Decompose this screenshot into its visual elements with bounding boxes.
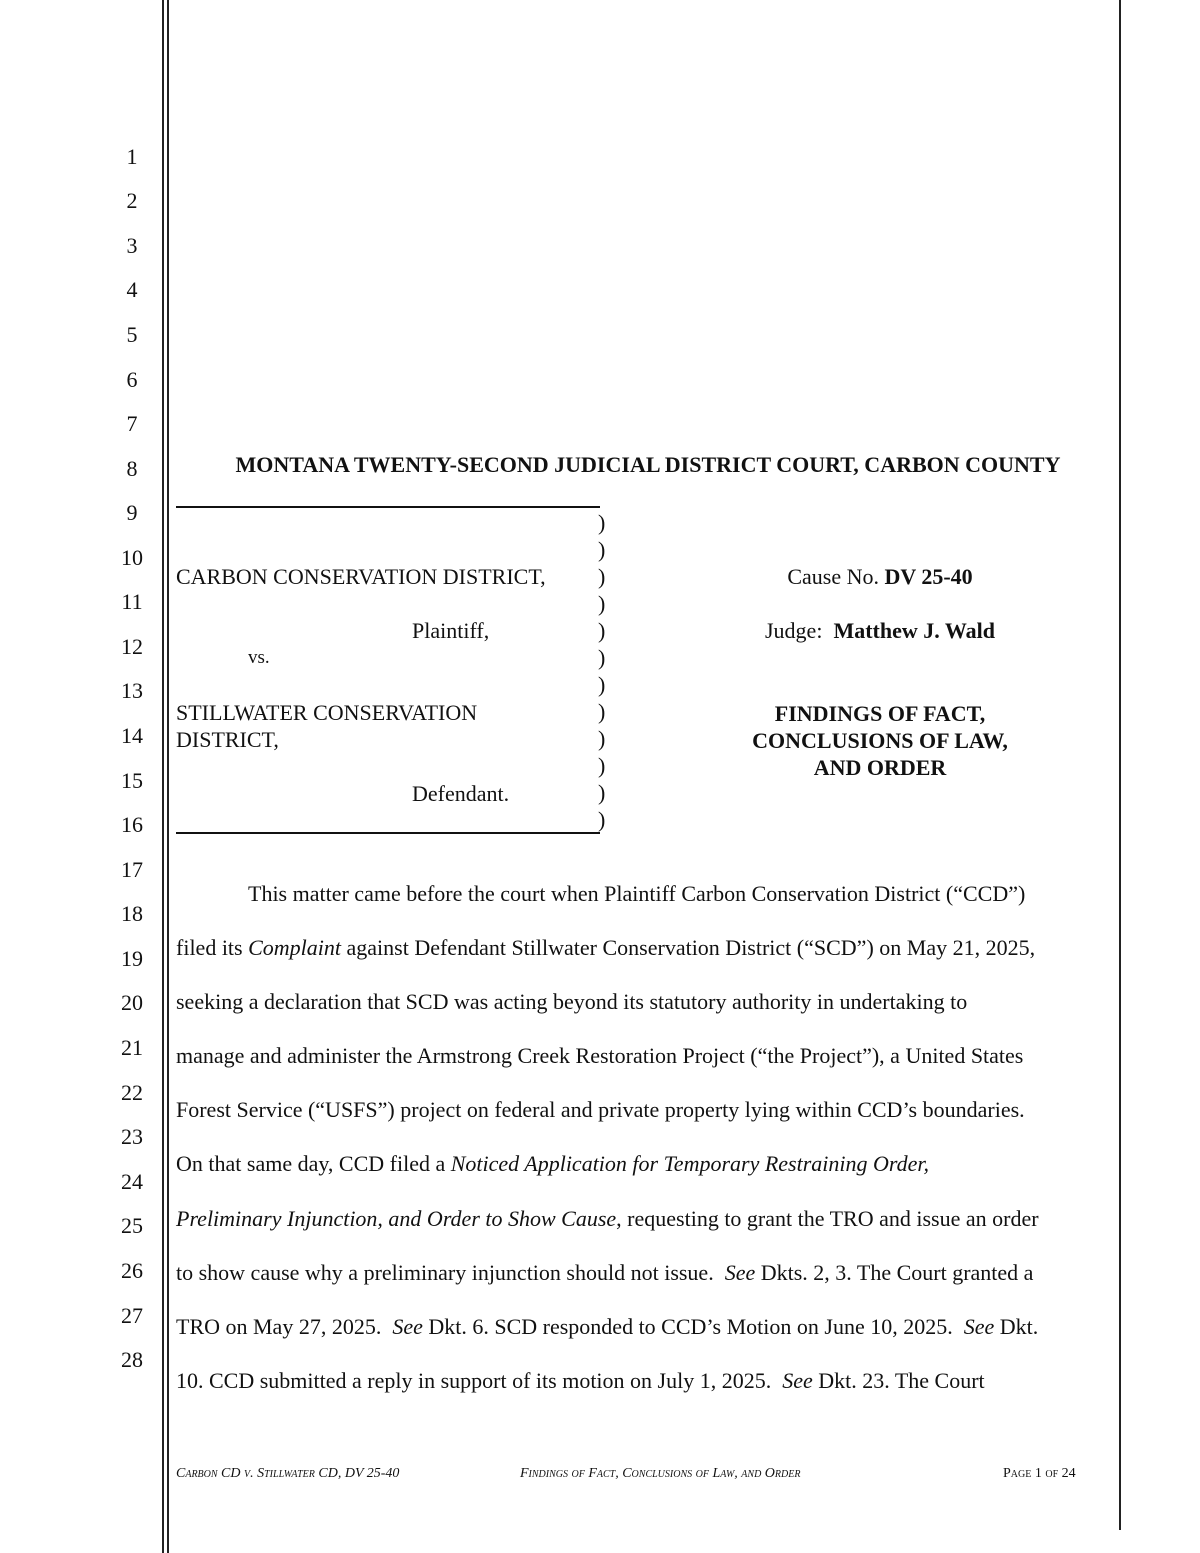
line-number: 18 [121, 901, 143, 926]
body-line [176, 935, 1035, 961]
body-text: filed its [176, 935, 249, 960]
judge-name: Matthew J. Wald [833, 618, 995, 643]
body-text-italic: Noticed Application for Temporary Restraining Order, [450, 1151, 930, 1176]
body-text-italic: See [724, 1260, 756, 1285]
caption-paren: ) [598, 753, 606, 778]
footer-case-caption: Carbon CD v. Stillwater CD, DV 25-40 [176, 1466, 400, 1481]
line-number: 16 [121, 812, 143, 837]
defendant-role: Defendant. [412, 781, 510, 806]
footer-page-current: 1 [1034, 1466, 1042, 1481]
caption-paren: ) [598, 618, 606, 643]
line-number: 4 [126, 277, 138, 302]
body-text: On that same day, CCD filed a [176, 1151, 451, 1176]
body-text: Dkts. 2, 3. The Court granted a [755, 1260, 1034, 1285]
caption-paren: ) [598, 807, 606, 832]
caption-paren: ) [598, 591, 606, 616]
line-number: 13 [121, 678, 143, 703]
right-margin-rule [1119, 0, 1121, 1530]
caption-top-rule [176, 506, 600, 508]
line-number: 7 [126, 411, 138, 436]
caption-paren: ) [598, 672, 606, 697]
caption-paren: ) [598, 726, 606, 751]
line-number: 26 [121, 1258, 143, 1283]
line-number: 10 [121, 545, 143, 570]
body-line [176, 1260, 1033, 1286]
footer-page-label: Page [1003, 1466, 1032, 1481]
caption-paren: ) [598, 645, 606, 670]
body-line: Forest Service (“USFS”) project on federal and private property lying within CCD’s boundaries. [176, 1097, 1025, 1122]
plaintiff-name: CARBON CONSERVATION DISTRICT, [176, 564, 546, 589]
left-margin-rule-inner [167, 0, 169, 1553]
caption-paren: ) [598, 699, 606, 724]
body-line: manage and administer the Armstrong Creek Restoration Project (“the Project”), a United States [176, 1043, 1024, 1068]
line-number: 19 [121, 946, 143, 971]
body-text-italic: See [963, 1314, 995, 1339]
body-line [176, 1314, 1038, 1340]
document-title-line-1: FINDINGS OF FACT, [774, 701, 986, 726]
line-number: 11 [121, 589, 143, 614]
document-title-line-2: CONCLUSIONS OF LAW, [752, 728, 1008, 753]
cause-number-label: Cause No. [787, 564, 879, 589]
caption-paren: ) [598, 510, 606, 535]
footer-page-total: 24 [1061, 1466, 1076, 1481]
body-text: TRO on May 27, 2025. [176, 1314, 393, 1339]
line-number: 24 [121, 1169, 143, 1194]
body-text: against Defendant Stillwater Conservation District (“SCD”) on May 21, 2025, [341, 935, 1036, 960]
document-title-line-3: AND ORDER [813, 755, 947, 780]
caption-paren-column [598, 509, 605, 833]
body-text: Dkt. 23. The Court [812, 1368, 985, 1393]
line-number: 14 [121, 723, 143, 748]
line-number: 28 [121, 1347, 143, 1372]
line-number: 2 [126, 188, 138, 213]
caption-paren: ) [598, 780, 606, 805]
body-line [176, 1206, 1039, 1232]
line-number: 23 [121, 1124, 143, 1149]
document-title [680, 700, 1080, 781]
cause-number-line [680, 564, 1080, 590]
line-number: 22 [121, 1080, 143, 1105]
caption-paren: ) [598, 564, 606, 589]
body-text-italic: Preliminary Injunction, and Order to Show Cause [176, 1206, 617, 1231]
body-line: This matter came before the court when Plaintiff Carbon Conservation District (“CCD”) [248, 881, 1026, 906]
body-line [176, 1368, 985, 1394]
line-number: 25 [121, 1213, 143, 1238]
left-margin-rule-outer [162, 0, 164, 1553]
body-text: 10. CCD submitted a reply in support of its motion on July 1, 2025. [176, 1368, 783, 1393]
defendant-name-line-1: STILLWATER CONSERVATION [176, 700, 478, 725]
line-number: 15 [121, 768, 143, 793]
footer-page-of: of [1045, 1466, 1059, 1481]
body-text-italic: See [392, 1314, 423, 1339]
caption-paren: ) [598, 537, 606, 562]
body-text: to show cause why a preliminary injunction should not issue. [176, 1260, 725, 1285]
body-text-italic: Complaint [248, 935, 342, 960]
line-number: 8 [126, 456, 138, 481]
versus: vs. [248, 647, 270, 668]
line-number: 3 [126, 233, 138, 258]
body-text-italic: See [782, 1368, 813, 1393]
body-line: seeking a declaration that SCD was acting beyond its statutory authority in undertaking to [176, 989, 968, 1014]
caption-bottom-rule [176, 832, 600, 834]
plaintiff-role: Plaintiff, [412, 618, 490, 643]
judge-label: Judge: [765, 618, 823, 643]
line-number: 21 [121, 1035, 143, 1060]
footer-page-number [1003, 1466, 1076, 1482]
line-number: 27 [121, 1303, 143, 1328]
court-heading: MONTANA TWENTY-SECOND JUDICIAL DISTRICT COURT, CARBON COUNTY [235, 452, 1061, 477]
body-text: Dkt. 6. SCD responded to CCD’s Motion on June 10, 2025. [422, 1314, 964, 1339]
footer-document-title: Findings of Fact, Conclusions of Law, and Order [520, 1466, 801, 1481]
body-line [176, 1151, 929, 1177]
line-number: 17 [121, 857, 143, 882]
line-number: 1 [126, 144, 138, 169]
line-number: 20 [121, 990, 143, 1015]
cause-number: DV 25-40 [884, 564, 973, 589]
line-number: 6 [126, 367, 138, 392]
body-text: , requesting to grant the TRO and issue an order [616, 1206, 1039, 1231]
defendant-name-line-2: DISTRICT, [176, 727, 279, 752]
body-text: Dkt. [994, 1314, 1039, 1339]
line-number: 5 [126, 322, 138, 347]
judge-line [680, 618, 1080, 644]
line-number: 12 [121, 634, 143, 659]
line-number: 9 [126, 500, 138, 525]
